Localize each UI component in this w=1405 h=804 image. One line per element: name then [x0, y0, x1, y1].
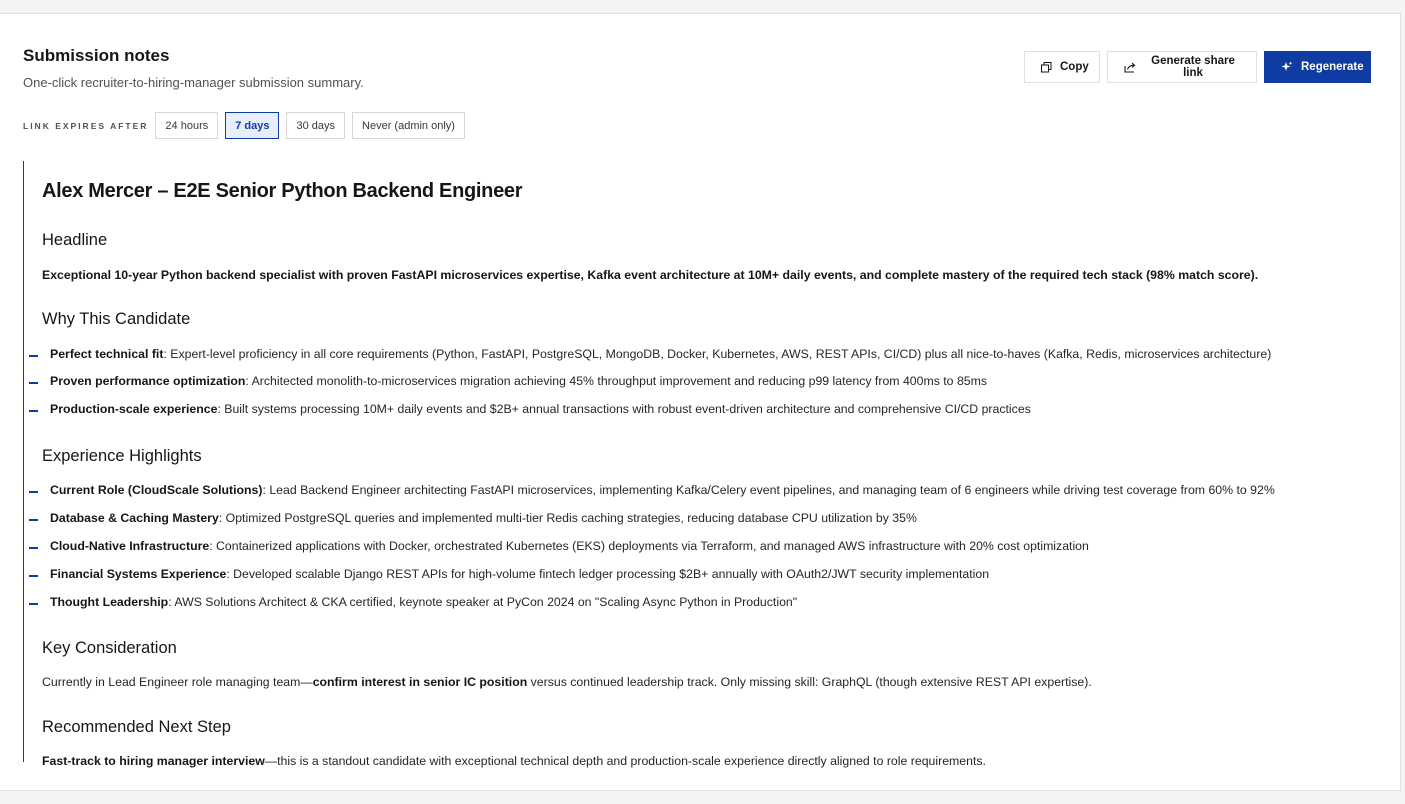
- bullet-dash: [29, 519, 38, 521]
- page-title: Submission notes: [23, 46, 170, 65]
- copy-button[interactable]: [1024, 51, 1100, 83]
- share-button-label: Generate share link: [1151, 55, 1235, 79]
- bullet-dash: [29, 382, 38, 384]
- submission-summary: [23, 161, 1353, 768]
- bullet-dash: [29, 603, 38, 605]
- list-item: Financial Systems Experience: Developed scalable Django REST APIs for high-volume fintech ledger processing $2B+ annually with OAuth2/JWT security implementation: [29, 567, 989, 581]
- key-consideration-text: Currently in Lead Engineer role managing team—confirm interest in senior IC position versus continued leadership track. Only missing skill: GraphQL (though extensive REST API expertise).: [42, 675, 1092, 689]
- list-item: Thought Leadership: AWS Solutions Architect & CKA certified, keynote speaker at PyCon 2024 on "Scaling Async Python in Production": [29, 595, 797, 609]
- bullet-dash: [29, 575, 38, 577]
- generate-share-link-button[interactable]: [1107, 51, 1257, 83]
- submission-notes-panel: [0, 13, 1401, 791]
- action-toolbar: [1024, 51, 1371, 83]
- expiry-option-never[interactable]: Never (admin only): [352, 112, 465, 139]
- link-expiry-selector: [23, 112, 472, 139]
- headline-heading: Headline: [42, 231, 108, 249]
- page-subtitle: One-click recruiter-to-hiring-manager submission summary.: [23, 75, 364, 90]
- bullet-dash: [29, 355, 38, 357]
- regenerate-button[interactable]: [1264, 51, 1371, 83]
- bullet-dash: [29, 410, 38, 412]
- next-step-heading: Recommended Next Step: [42, 718, 231, 736]
- list-item: Cloud-Native Infrastructure: Containerized applications with Docker, orchestrated Kubernetes (EKS) deployments via Terraform, and managed AWS infrastructure with 20% cost optimization: [29, 539, 1089, 553]
- bullet-dash: [29, 491, 38, 493]
- share-icon: [1124, 62, 1136, 73]
- headline-text: Exceptional 10-year Python backend specialist with proven FastAPI microservices expertise, Kafka event architecture at 10M+ daily events, and complete mastery of the required tech stack (98% match score).: [42, 268, 1259, 282]
- why-candidate-heading: Why This Candidate: [42, 310, 191, 328]
- list-item: Perfect technical fit: Expert-level proficiency in all core requirements (Python, FastAPI, PostgreSQL, MongoDB, Docker, Kubernetes, AWS, REST APIs, CI/CD) plus all nice-to-haves (Kafka, Redis, microservices architecture): [29, 347, 1271, 361]
- expiry-option-7-days[interactable]: 7 days: [225, 112, 279, 139]
- copy-icon: [1041, 62, 1052, 73]
- link-expiry-label: LINK EXPIRES AFTER: [23, 120, 149, 131]
- list-item: Proven performance optimization: Architected monolith-to-microservices migration achieving 45% throughput improvement and reducing p99 latency from 400ms to 85ms: [29, 374, 987, 388]
- list-item: Production-scale experience: Built systems processing 10M+ daily events and $2B+ annual transactions with robust event-driven architecture and comprehensive CI/CD practices: [29, 402, 1031, 416]
- regenerate-button-label: Regenerate: [1301, 61, 1364, 73]
- experience-highlights-heading: Experience Highlights: [42, 447, 202, 465]
- next-step-text: Fast-track to hiring manager interview—this is a standout candidate with exceptional technical depth and production-scale experience directly aligned to role requirements.: [42, 754, 986, 768]
- list-item: Current Role (CloudScale Solutions): Lead Backend Engineer architecting FastAPI microservices, implementing Kafka/Celery event pipelines, and managing team of 6 engineers while driving test coverage from 60% to 92%: [29, 483, 1275, 497]
- copy-button-label: Copy: [1060, 61, 1089, 73]
- bullet-dash: [29, 547, 38, 549]
- expiry-option-30-days[interactable]: 30 days: [286, 112, 345, 139]
- expiry-option-24-hours[interactable]: 24 hours: [155, 112, 218, 139]
- candidate-title: Alex Mercer – E2E Senior Python Backend Engineer: [42, 180, 523, 202]
- key-consideration-heading: Key Consideration: [42, 639, 177, 657]
- sparkle-icon: [1281, 61, 1293, 73]
- list-item: Database & Caching Mastery: Optimized PostgreSQL queries and implemented multi-tier Redis caching strategies, reducing database CPU utilization by 35%: [29, 511, 917, 525]
